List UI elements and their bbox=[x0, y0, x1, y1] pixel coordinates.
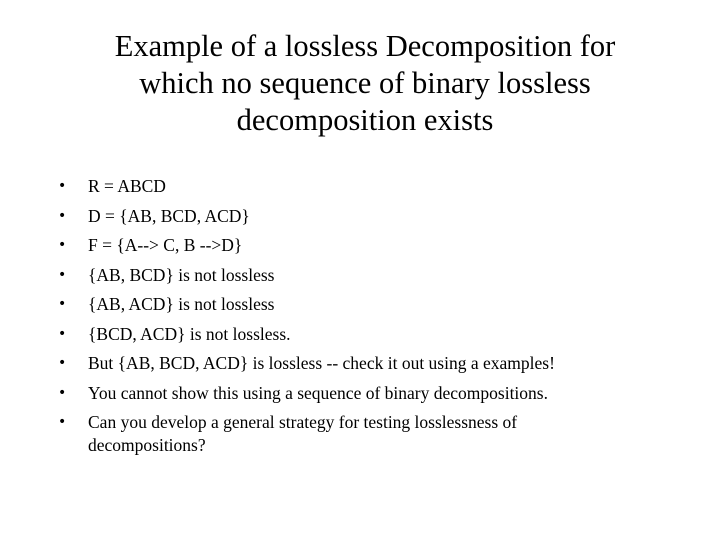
bullet-icon: • bbox=[58, 266, 67, 283]
bullet-icon: • bbox=[58, 325, 67, 342]
bullet-item bbox=[58, 349, 698, 379]
slide-title-line-1: Example of a lossless Decomposition for bbox=[114, 29, 616, 63]
bullet-text: But {AB, BCD, ACD} is lossless -- check it out using a examples! bbox=[88, 353, 555, 373]
bullet-text: D = {AB, BCD, ACD} bbox=[88, 205, 250, 226]
bullet-item bbox=[58, 379, 698, 409]
bullet-icon: • bbox=[58, 414, 67, 430]
slide-title bbox=[60, 28, 670, 139]
bullet-item bbox=[58, 172, 698, 202]
bullet-item bbox=[58, 202, 698, 232]
bullet-text: {AB, ACD} is not lossless bbox=[88, 294, 275, 314]
bullet-item bbox=[58, 408, 583, 457]
bullet-text: {AB, BCD} is not lossless bbox=[88, 264, 275, 285]
bullet-icon: • bbox=[58, 355, 67, 371]
bullet-icon: • bbox=[58, 237, 67, 253]
bullet-icon: • bbox=[58, 207, 67, 224]
bullet-item bbox=[58, 231, 698, 261]
bullet-item bbox=[58, 261, 698, 291]
slide-title-line-3: decomposition exists bbox=[236, 103, 494, 137]
bullet-icon: • bbox=[58, 296, 67, 312]
bullet-item bbox=[58, 320, 698, 350]
bullet-text: Can you develop a general strategy for testing losslessness of decompositions? bbox=[88, 412, 518, 455]
bullet-text: You cannot show this using a sequence of binary decompositions. bbox=[88, 382, 548, 403]
bullet-text: R = ABCD bbox=[88, 176, 166, 196]
bullet-text: F = {A--> C, B -->D} bbox=[88, 235, 243, 255]
bullet-icon: • bbox=[58, 178, 67, 194]
bullet-item bbox=[58, 290, 698, 320]
bullet-icon: • bbox=[58, 384, 67, 401]
bullet-text: {BCD, ACD} is not lossless. bbox=[88, 323, 291, 344]
bullet-list bbox=[58, 172, 698, 457]
slide-title-line-2: which no sequence of binary lossless bbox=[139, 66, 591, 100]
